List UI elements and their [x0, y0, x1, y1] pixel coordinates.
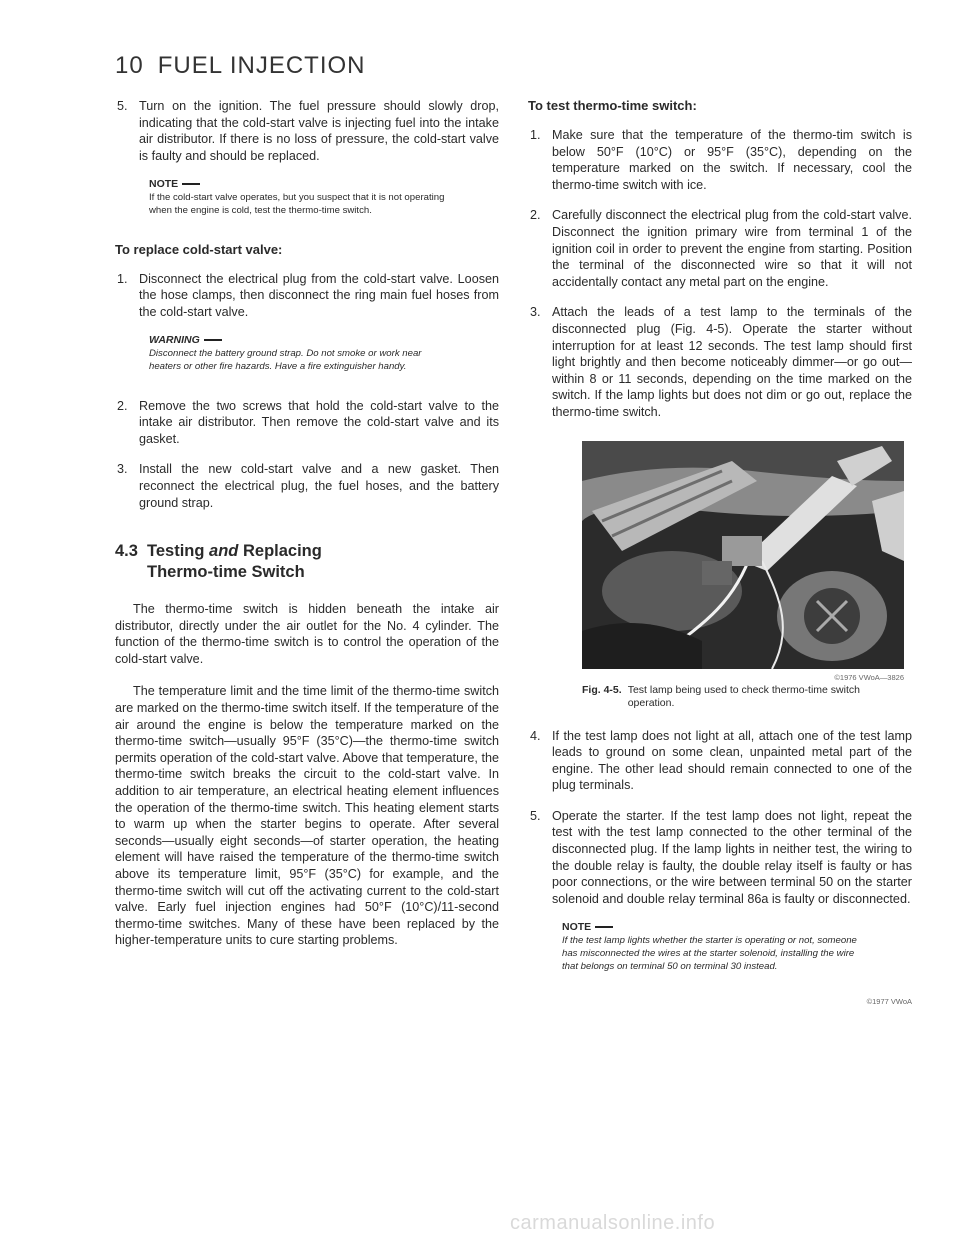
photo-credit: ©1976 VWoA—3826 — [834, 672, 904, 682]
section-title-word: Testing — [147, 542, 205, 561]
watermark: carmanualsonline.info — [510, 1212, 716, 1234]
test-step-1 — [528, 127, 912, 193]
step-text: Operate the starter. If the test lamp does not light, repeat the test with the test lamp connected to the other terminal of the disconnected plug. If the lamp lights in neither test, the wiring to the double relay is faulty, the double relay itself is faulty or has poor connections, or the wire between terminal 50 on the starter solenoid and double relay terminal 86a is faulty or disconnected. — [552, 808, 912, 906]
step-text: Make sure that the temperature of the thermo-tim switch is below 50°F (10°C) or 95°F (35°C), depending on the temperature marked on the switch. If necessary, cool the thermo-time switch with ice. — [552, 128, 912, 192]
page-header — [115, 52, 366, 80]
test-heading: To test thermo-time switch: — [528, 98, 697, 113]
note-text: If the test lamp lights whether the starter is operating or not, someone has misconnected the wires at the starter solenoid, installing the wire that belongs on terminal 50 on terminal 30 instead. — [562, 935, 857, 972]
test-step-4 — [528, 728, 912, 794]
step-number: 1. — [117, 271, 128, 286]
replace-step-1 — [115, 271, 499, 321]
footer-credit: ©1977 VWoA — [866, 997, 912, 1007]
section-heading — [115, 541, 499, 583]
warning-label-row — [149, 334, 449, 346]
warning-rule — [204, 339, 222, 341]
warning-box — [149, 334, 449, 373]
chapter-title: FUEL INJECTION — [157, 52, 366, 79]
warning-text: Disconnect the battery ground strap. Do not smoke or work near heaters or other fire hazards. Have a fire extinguisher handy. — [149, 348, 422, 372]
step-text: Attach the leads of a test lamp to the terminals of the disconnected plug (Fig. 4-5). Operate the starter without interruption for at least 12 seconds. The test lamp should first light brightly and then become noticeably dimmer—or go out—within 8 or 11 seconds, depending on the time marked on the switch. If the lamp lights but does not dim or go out, replace the thermo-time switch. — [552, 305, 912, 419]
step-number: 1. — [530, 128, 541, 142]
note-rule — [595, 926, 613, 928]
section-title-word: Replacing — [242, 542, 322, 561]
note-label: NOTE — [149, 178, 179, 191]
replace-heading: To replace cold-start valve: — [115, 241, 283, 257]
right-column — [528, 98, 912, 1006]
left-column — [115, 98, 499, 965]
note-label-row — [562, 921, 862, 933]
step-number: 5. — [117, 99, 128, 113]
step-number: 2. — [530, 208, 541, 223]
step-number: 4. — [530, 728, 541, 743]
step-text: Remove the two screws that hold the cold-start valve to the intake air distributor. Then remove the cold-start valve and its gasket. — [139, 398, 499, 446]
note-label: NOTE — [562, 921, 592, 934]
test-step-2 — [528, 207, 912, 290]
figure-caption — [582, 684, 904, 710]
step-number: 3. — [530, 305, 541, 320]
page-number: 10 — [115, 52, 144, 79]
engine-photo-image — [582, 441, 904, 669]
section-number: 4.3 — [115, 542, 138, 561]
note-text: If the cold-start valve operates, but you suspect that it is not operating when the engine is cold, test the thermo-time switch. — [149, 192, 445, 216]
test-step-5 — [528, 808, 912, 908]
section-title-line2: Thermo-time Switch — [147, 563, 305, 582]
step-text: Turn on the ignition. The fuel pressure should slowly drop, indicating that the cold-start valve is injecting fuel into the intake air distributor. If there is no loss of pressure, the cold-start valve is faulty and should be replaced. — [139, 99, 499, 163]
body-paragraph: The temperature limit and the time limit of the thermo-time switch are marked on the thermo-time switch itself. If the temperature of the air around the engine is below the temperature marked on the thermo-time switch—usually 95°F (35°C)—the thermo-time switch permits operation of the cold-start valve. Above that temperature, the thermo-time switch breaks the circuit to the cold-start valve. In addition to air temperature, an electrical heating element influences the operation of the thermo-time switch. This heating element starts to warm up when the starter begins to operate. After several seconds—usually eight seconds—of starter operation, the heating element will have raised the temperature of the thermo-time switch above its temperature limit, 95°F (35°C) for example, and the thermo-time switch will cut off the activating current to the cold-start valve. Early fuel injection engines had 50°F (10°C)/11-second thermo-time switches. Many of these have been replaced by the higher-temperature units to cure starting problems. — [115, 684, 499, 948]
note-box — [562, 921, 862, 973]
step-number: 5. — [530, 808, 541, 823]
section-title-word: and — [209, 542, 239, 561]
note-label-row — [149, 178, 449, 190]
step-text: If the test lamp does not light at all, attach one of the test lamp leads to ground on some clean, unpainted metal part of the engine. The other lead should remain connected to one of the plug terminals. — [552, 728, 912, 793]
figure-label: Fig. 4-5. — [582, 683, 622, 696]
engine-photo — [582, 441, 904, 669]
step-text: Install the new cold-start valve and a new gasket. Then reconnect the electrical plug, the fuel hoses, and the battery ground strap. — [139, 462, 499, 510]
body-paragraph: The thermo-time switch is hidden beneath the intake air distributor, directly under the air outlet for the No. 4 cylinder. The function of the thermo-time switch is to control the operation of the cold-start valve. — [115, 602, 499, 666]
figure-caption-text: Test lamp being used to check thermo-time switch operation. — [627, 683, 860, 709]
replace-step-3 — [115, 461, 499, 511]
note-rule — [182, 183, 200, 185]
note-box — [149, 178, 449, 217]
warning-label: WARNING — [149, 334, 200, 347]
step-number: 3. — [117, 462, 128, 477]
step-number: 2. — [117, 398, 128, 413]
step-text: Disconnect the electrical plug from the cold-start valve. Loosen the hose clamps, then disconnect the ring main fuel hoses from the cold-start valve. — [139, 271, 499, 319]
step-5 — [115, 98, 499, 164]
test-step-3 — [528, 304, 912, 420]
step-text: Carefully disconnect the electrical plug from the cold-start valve. Disconnect the ignition primary wire from terminal 1 of the ignition coil in order to prevent the engine from starting. Position the terminal of the disconnected wire so that it will not accidentally contact any metal part on the engine. — [552, 208, 912, 289]
replace-step-2 — [115, 398, 499, 448]
